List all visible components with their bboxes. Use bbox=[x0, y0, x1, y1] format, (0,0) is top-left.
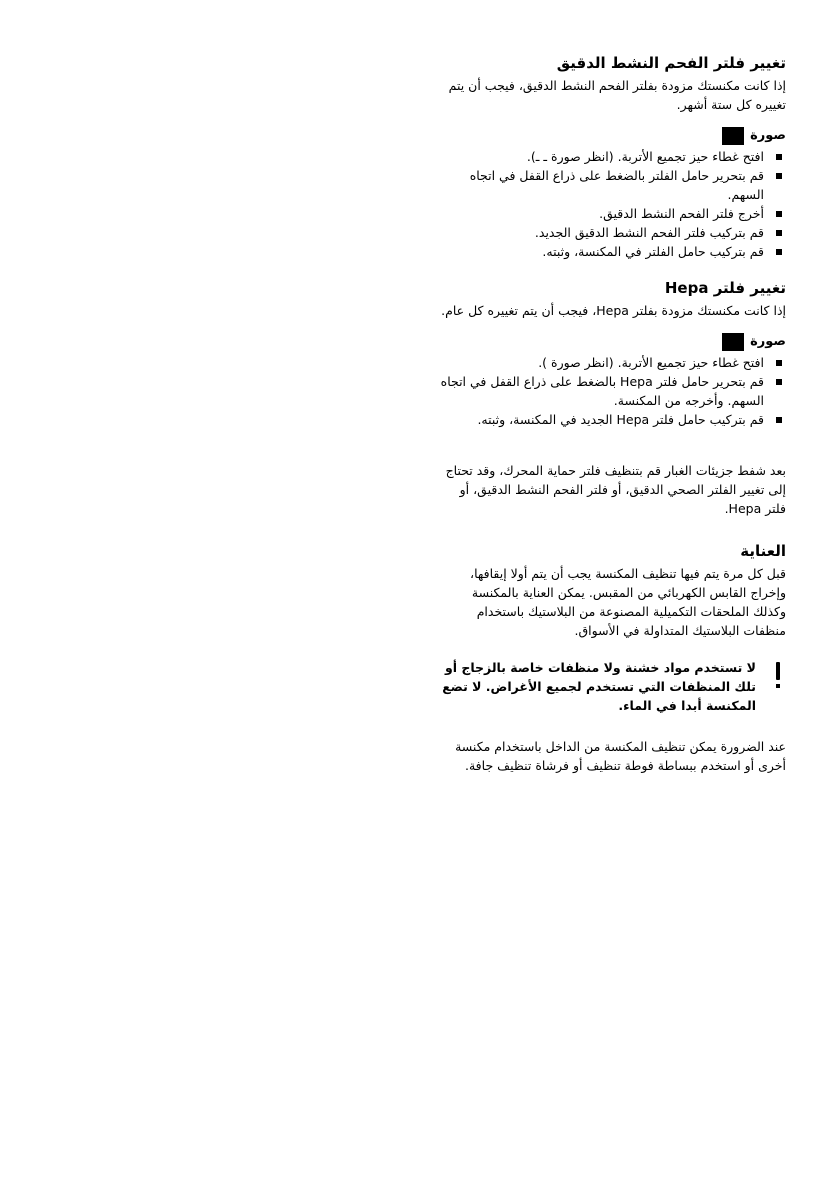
section-title: تغيير فلتر الفحم النشط الدقيق bbox=[556, 54, 786, 72]
figure-number-box-icon bbox=[722, 127, 744, 145]
section-title: العناية bbox=[740, 542, 786, 560]
section-intro: إذا كانت مكنستك مزودة بفلتر Hepa، فيجب أن يتم تغييره كل عام. bbox=[441, 303, 786, 318]
list-item: قم بتركيب حامل الفلتر في المكنسة، وثبته. bbox=[440, 242, 786, 261]
section-intro: إذا كانت مكنستك مزودة بفلتر الفحم النشط الدقيق، فيجب أن يتم تغييره كل ستة أشهر. bbox=[448, 78, 786, 112]
manual-text-column bbox=[440, 52, 786, 791]
filters-note: بعد شفط جزيئات الغبار قم بتنظيف فلتر حماية المحرك، وقد تحتاج إلى تغيير الفلتر الصحي الدقيق، أو فلتر الفحم النشط الدقيق، أو فلتر Hepa. bbox=[445, 463, 786, 516]
list-item: قم بتركيب فلتر الفحم النشط الدقيق الجديد. bbox=[440, 223, 786, 242]
list-item: قم بتحرير حامل فلتر Hepa بالضغط على ذراع القفل في اتجاه السهم. وأخرجه من المكنسة. bbox=[440, 372, 786, 410]
section-title: تغيير فلتر Hepa bbox=[664, 279, 786, 297]
figure-label: صورة bbox=[750, 128, 786, 143]
warning-notice bbox=[440, 658, 786, 715]
figure-number-box-icon bbox=[722, 333, 744, 351]
list-item: قم بتركيب حامل فلتر Hepa الجديد في المكنسة، وثبته. bbox=[440, 410, 786, 429]
section-charcoal-filter bbox=[440, 52, 786, 261]
care-paragraph: قبل كل مرة يتم فيها تنظيف المكنسة يجب أن يتم أولا إيقافها، وإخراج القابس الكهربائي من المقبس. يمكن العناية بالمكنسة وكذلك الملحقات التكميلية المصنوعة من البلاستيك باستخدام منظفات البلاستيك المتداولة في الأسواق. bbox=[470, 566, 786, 638]
exclamation-icon bbox=[774, 662, 782, 690]
care-closing-paragraph: عند الضرورة يمكن تنظيف المكنسة من الداخل باستخدام مكنسة أخرى أو استخدم ببساطة فوطة تنظيف أو فرشاة تنظيف جافة. bbox=[455, 739, 786, 773]
figure-reference bbox=[440, 332, 786, 351]
steps-list bbox=[440, 147, 786, 261]
figure-reference bbox=[440, 126, 786, 145]
list-item: قم بتحرير حامل الفلتر بالضغط على ذراع القفل في اتجاه السهم. bbox=[440, 166, 786, 204]
steps-list bbox=[440, 353, 786, 429]
section-hepa-filter bbox=[440, 277, 786, 429]
list-item: افتح غطاء حيز تجميع الأتربة. (انظر صورة ). bbox=[440, 353, 786, 372]
figure-label: صورة bbox=[750, 334, 786, 349]
list-item: افتح غطاء حيز تجميع الأتربة. (انظر صورة ـ ـ). bbox=[440, 147, 786, 166]
warning-text: لا تستخدم مواد خشنة ولا منظفات خاصة بالزجاج أو تلك المنظفات التي تستخدم لجميع الأغراض. لا تضع المكنسة أبدا في الماء. bbox=[442, 660, 756, 713]
section-care bbox=[440, 540, 786, 775]
list-item: أخرج فلتر الفحم النشط الدقيق. bbox=[440, 204, 786, 223]
